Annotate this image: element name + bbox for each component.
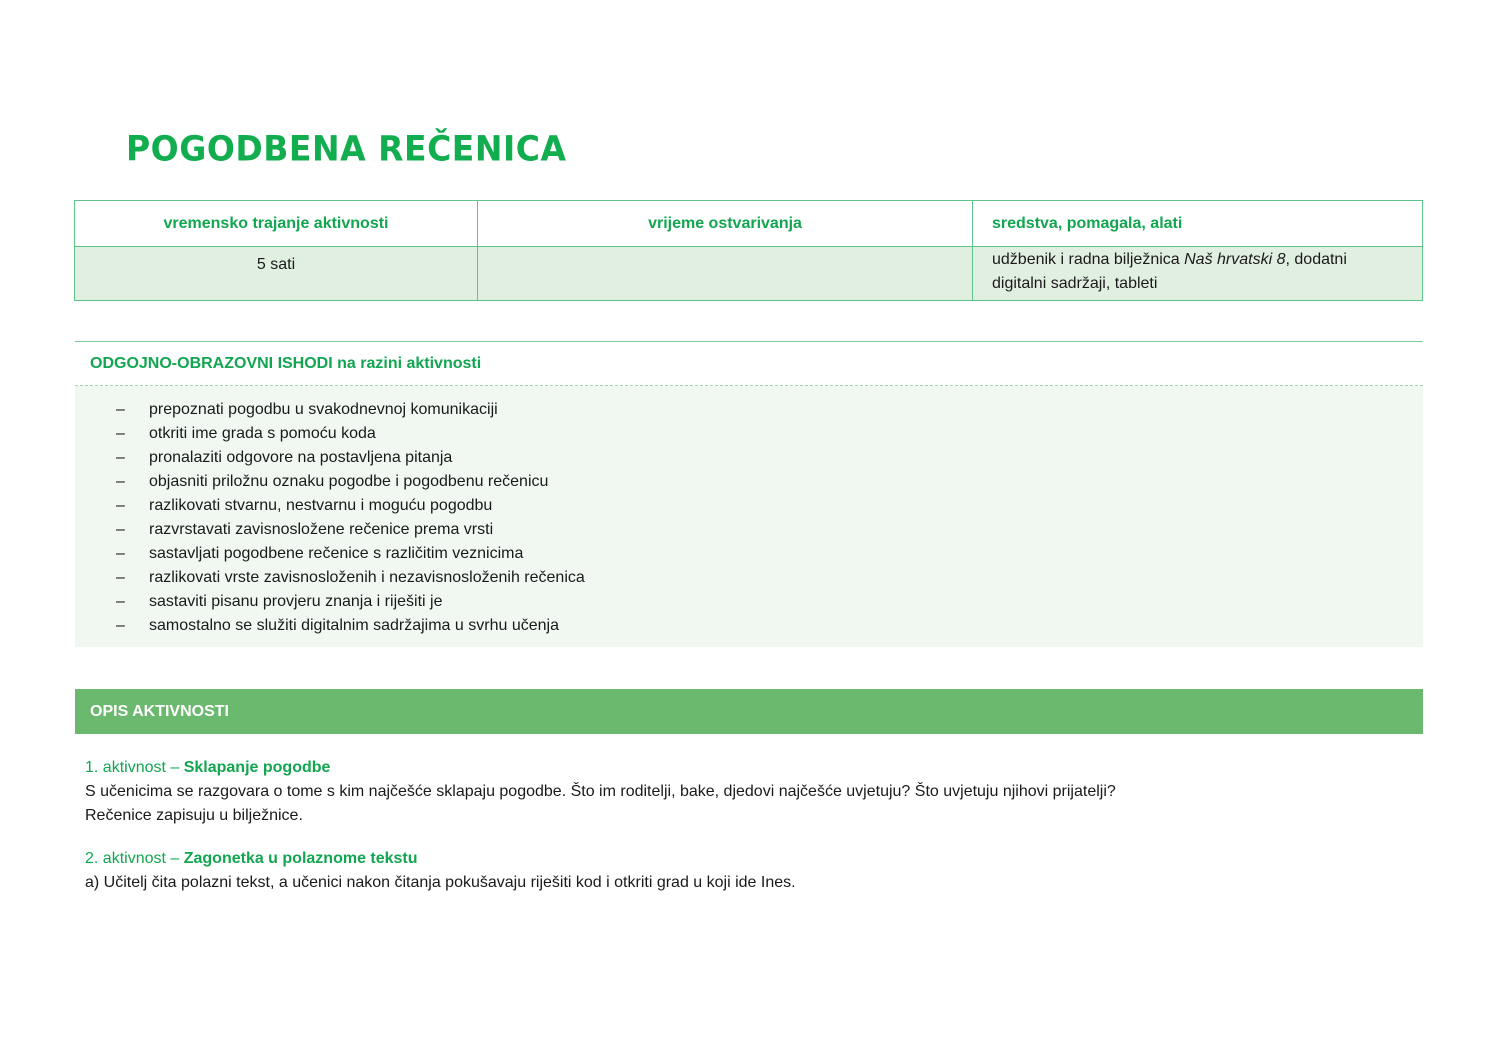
outcome-item [75, 494, 1423, 518]
outcomes-list [75, 398, 1423, 638]
outcome-text: razvrstavati zavisnosložene rečenice prema vrsti [149, 521, 494, 538]
activity-2-text: a) Učitelj čita polazni tekst, a učenici nakon čitanja pokušavaju riješiti kod i otkriti grad u koji ide Ines. [85, 874, 796, 891]
activity-2 [85, 847, 1415, 895]
dash-bullet-icon: – [116, 473, 125, 490]
activity-2-prefix: 2. aktivnost – [85, 850, 184, 867]
outcome-item [75, 590, 1423, 614]
dash-bullet-icon: – [116, 425, 125, 442]
outcome-text: prepoznati pogodbu u svakodnevnoj komunikaciji [149, 401, 498, 418]
header-realization-time: vrijeme ostvarivanja [478, 201, 973, 247]
tools-text-after: , dodatni digitalni sadržaji, tableti [992, 251, 1347, 292]
outcome-text: otkriti ime grada s pomoću koda [149, 425, 376, 442]
dash-bullet-icon: – [116, 401, 125, 418]
outcome-item [75, 518, 1423, 542]
info-table-row [75, 247, 1423, 301]
activity-1-name: Sklapanje pogodbe [183, 759, 331, 776]
outcome-item [75, 614, 1423, 638]
header-duration: vremensko trajanje aktivnosti [75, 201, 478, 247]
outcome-item [75, 422, 1423, 446]
outcome-text: sastaviti pisanu provjeru znanja i riješiti je [149, 593, 443, 610]
dash-bullet-icon: – [116, 545, 125, 562]
outcomes-section [75, 341, 1423, 647]
activity-1-text: Rečenice zapisuju u bilježnice. [85, 807, 303, 824]
cell-tools [973, 247, 1423, 301]
outcome-text: sastavljati pogodbene rečenice s različitim veznicima [149, 545, 524, 562]
activity-2-name: Zagonetka u polaznome tekstu [183, 850, 418, 867]
cell-realization-time [478, 247, 973, 301]
header-tools: sredstva, pomagala, alati [973, 201, 1423, 247]
activity-1 [85, 756, 1415, 828]
info-table-header-row [75, 201, 1423, 247]
activity-2-title [85, 847, 1415, 871]
activity-1-prefix: 1. aktivnost – [85, 759, 184, 776]
outcomes-heading: ODGOJNO-OBRAZOVNI ISHODI na razini aktivnosti [75, 341, 1423, 386]
cell-duration: 5 sati [75, 247, 478, 301]
outcome-text: objasniti priložnu oznaku pogodbe i pogodbenu rečenicu [149, 473, 549, 490]
outcome-text: razlikovati stvarnu, nestvarnu i moguću pogodbu [149, 497, 493, 514]
outcome-text: samostalno se služiti digitalnim sadržajima u svrhu učenja [149, 617, 559, 634]
outcome-item [75, 446, 1423, 470]
textbook-title: Naš hrvatski 8 [1184, 251, 1286, 268]
dash-bullet-icon: – [116, 449, 125, 466]
dash-bullet-icon: – [116, 617, 125, 634]
outcomes-body [75, 386, 1423, 647]
activity-description-heading: OPIS AKTIVNOSTI [75, 689, 1423, 734]
outcome-text: razlikovati vrste zavisnosloženih i nezavisnosloženih rečenica [149, 569, 585, 586]
dash-bullet-icon: – [116, 593, 125, 610]
outcome-text: pronalaziti odgovore na postavljena pitanja [149, 449, 453, 466]
info-table [74, 200, 1423, 301]
page-title: POGODBENA REČENICA [126, 128, 567, 170]
dash-bullet-icon: – [116, 497, 125, 514]
outcome-item [75, 566, 1423, 590]
outcome-item [75, 470, 1423, 494]
outcome-item [75, 398, 1423, 422]
outcome-item [75, 542, 1423, 566]
dash-bullet-icon: – [116, 521, 125, 538]
dash-bullet-icon: – [116, 569, 125, 586]
tools-text-before: udžbenik i radna bilježnica [992, 251, 1185, 268]
activity-1-text: S učenicima se razgovara o tome s kim najčešće sklapaju pogodbe. Što im roditelji, bake, djedovi najčešće uvjetuju? Što uvjetuju njihovi prijatelji? [85, 783, 1116, 800]
activity-1-title [85, 756, 1415, 780]
